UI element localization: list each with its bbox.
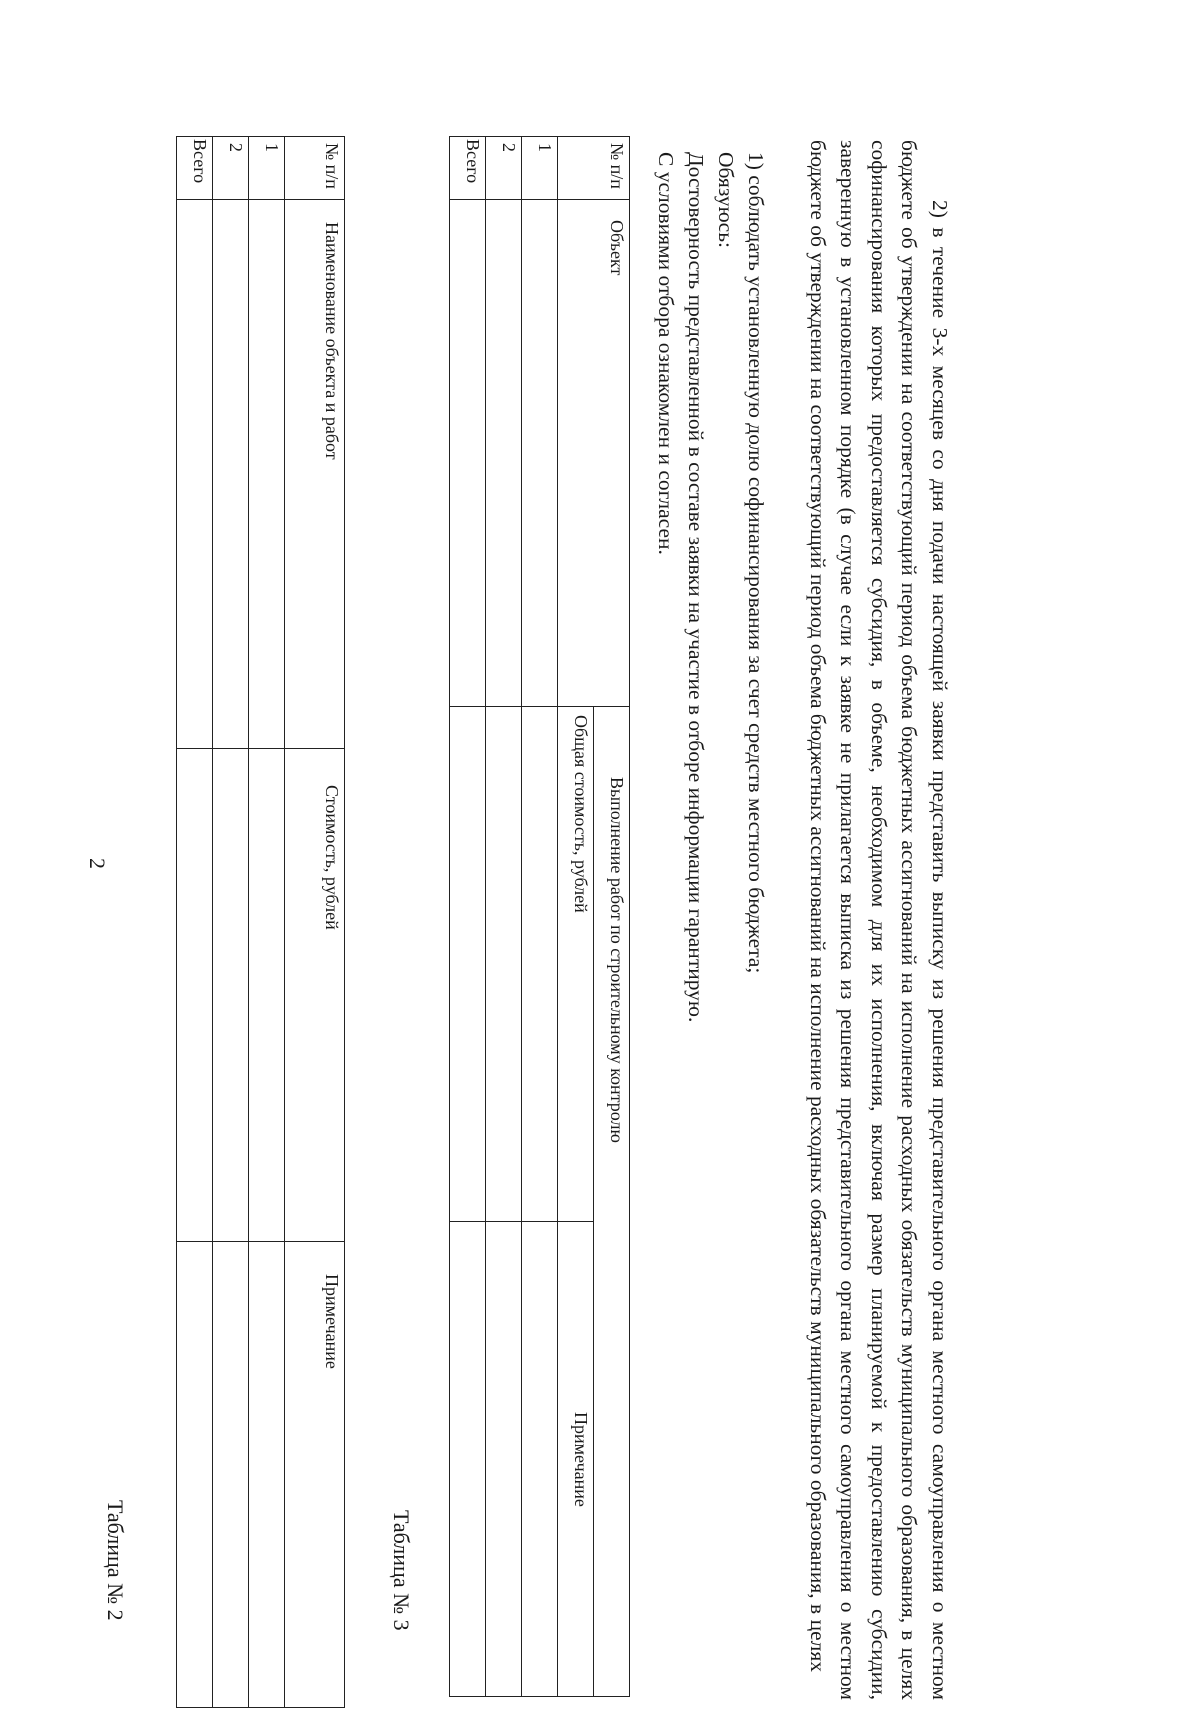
table2-row2-num: 2 xyxy=(213,137,249,200)
table2-header-num: № п/п xyxy=(285,137,345,200)
table3-header-num: № п/п xyxy=(558,137,630,200)
table3-row1-num: 1 xyxy=(522,137,558,200)
table2-caption: Таблица № 2 xyxy=(103,1500,128,1621)
table2-total-cost xyxy=(177,749,213,1242)
table3-row2-num: 2 xyxy=(486,137,522,200)
table3-total-object xyxy=(450,200,486,707)
table3-row2-cost xyxy=(486,707,522,1222)
table2-row1-name xyxy=(249,200,285,749)
table2-row2-name xyxy=(213,200,249,749)
table3-header-object: Объект xyxy=(558,200,630,707)
paragraph-obligations: Обязуюсь: xyxy=(714,152,738,248)
table2-header-note: Примечание xyxy=(285,1242,345,1708)
table2-total-label: Всего xyxy=(177,137,213,200)
page-number: 2 xyxy=(85,858,110,869)
table3-header-note: Примечание xyxy=(558,1222,594,1697)
table3-total-label: Всего xyxy=(450,137,486,200)
table2-row2-note xyxy=(213,1242,249,1708)
paragraph-item-2-wrap xyxy=(802,140,1018,1700)
table2 xyxy=(176,136,345,1708)
table3-total-cost xyxy=(450,707,486,1222)
paragraph-item-2: 2) в течение 3-х месяцев со дня подачи настоящей заявки представить выписку из решения представительного органа местного самоуправления о местном бюджете об утверждении на соответствующий период объема бюджетных ассигнований на исполнение расходных обязательств муниципального образования, в целях софинансирования которых предоставляется субсидия, в объеме, необходимом для их исполнения, включая размер планируемой к предоставлению субсидии, заверенную в установленном порядке (в случае если к заявке не прилагается выписка из решения представительного органа местного самоуправления о местном бюджете об утверждении на соответствующий период объема бюджетных ассигнований на исполнение расходных обязательств муниципального образования, в целях xyxy=(805,140,952,1700)
paragraph-reliability: Достоверность представленной в составе заявки на участие в отборе информации гарантирую. xyxy=(684,152,708,1023)
table3-total-note xyxy=(450,1222,486,1697)
table3-header-group: Выполнение работ по строительному контролю xyxy=(594,707,630,1697)
table2-total-note xyxy=(177,1242,213,1708)
table3-row2-note xyxy=(486,1222,522,1697)
table2-row2-cost xyxy=(213,749,249,1242)
paragraph-agree: С условиями отбора ознакомлен и согласен. xyxy=(654,152,678,555)
table2-row1-num: 1 xyxy=(249,137,285,200)
table3-row1-cost xyxy=(522,707,558,1222)
table3-header-cost: Общая стоимость, рублей xyxy=(558,707,594,1222)
table2-header-cost: Стоимость, рублей xyxy=(285,749,345,1242)
table3-row2-object xyxy=(486,200,522,707)
paragraph-item-1: 1) соблюдать установленную долю софинансирования за счет средств местного бюджета; xyxy=(744,152,768,974)
table2-row1-note xyxy=(249,1242,285,1708)
table3-caption: Таблица № 3 xyxy=(389,1510,414,1631)
table3-row1-object xyxy=(522,200,558,707)
table2-header-name: Наименование объекта и работ xyxy=(285,200,345,749)
table2-total-name xyxy=(177,200,213,749)
table3-row1-note xyxy=(522,1222,558,1697)
table3 xyxy=(449,136,630,1697)
table2-row1-cost xyxy=(249,749,285,1242)
